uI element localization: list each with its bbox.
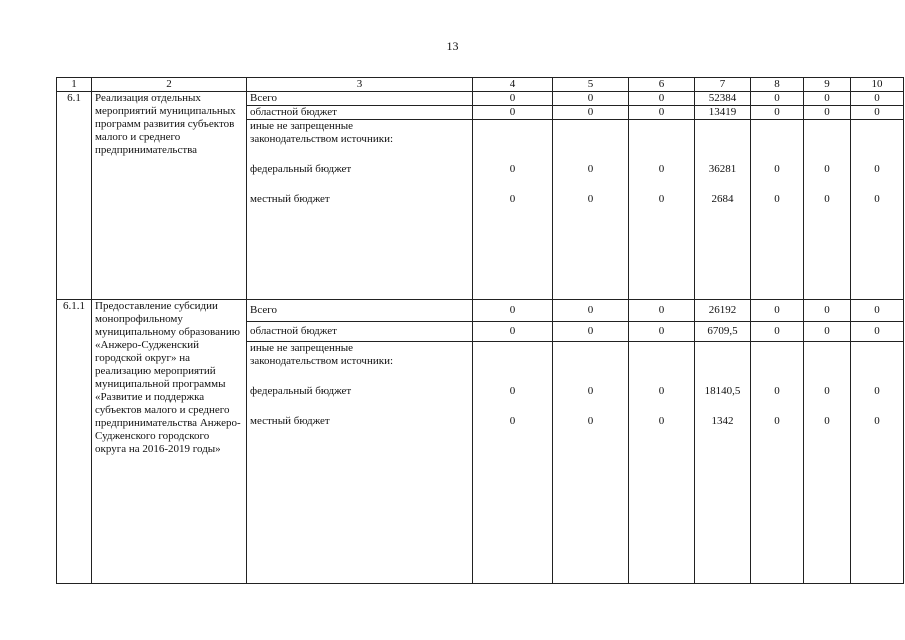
other-sources-cell	[247, 120, 473, 300]
value-cell: 0	[874, 163, 880, 175]
value-cell: 0	[553, 322, 629, 342]
value-stack	[851, 342, 904, 584]
value-cell: 0	[587, 193, 594, 205]
value-stack	[751, 120, 804, 300]
value-cell: 0	[509, 163, 516, 175]
value-cell: 0	[751, 106, 804, 120]
value-cell: 0	[587, 415, 594, 427]
value-stack	[851, 120, 904, 300]
value-cell: 0	[874, 385, 880, 397]
value-cell: 0	[874, 193, 880, 205]
value-cell: 6709,5	[695, 322, 751, 342]
header-cell: 1	[57, 78, 92, 92]
source-label: федеральный бюджет	[250, 385, 352, 397]
value-stack	[695, 342, 751, 584]
other-sources-label: законодательством источники:	[250, 355, 394, 367]
other-sources-label: законодательством источники:	[250, 133, 394, 145]
value-cell: 0	[509, 385, 516, 397]
value-stack	[751, 342, 804, 584]
value-cell: 0	[751, 322, 804, 342]
value-cell: 0	[804, 322, 851, 342]
value-cell: 0	[804, 300, 851, 322]
page-number: 13	[446, 39, 459, 53]
source-label: местный бюджет	[250, 415, 330, 427]
header-cell: 3	[247, 78, 473, 92]
value-cell: 0	[751, 92, 804, 106]
value-cell: 0	[751, 300, 804, 322]
value-cell: 0	[509, 193, 516, 205]
value-cell: 36281	[708, 163, 737, 175]
table-row	[57, 300, 904, 322]
row-name: Предоставление субсидии монопрофильному муниципальному образованию «Анжеро-Судженский городской округ» на реализацию мероприятий муниципальной программы «Развитие и поддержка субъектов малого и среднего предпринимательства Анжеро-Судженского городского округа на 2016-2019 годы»	[92, 300, 247, 584]
value-cell: 0	[824, 193, 830, 205]
source-label: Всего	[247, 92, 473, 106]
value-cell: 0	[473, 92, 553, 106]
value-cell: 0	[473, 106, 553, 120]
source-label: Всего	[247, 300, 473, 322]
value-cell: 2684	[711, 193, 734, 205]
source-label: областной бюджет	[247, 322, 473, 342]
header-cell: 8	[751, 78, 804, 92]
header-cell: 6	[629, 78, 695, 92]
value-cell: 0	[804, 106, 851, 120]
value-stack	[473, 120, 553, 300]
value-cell: 0	[473, 300, 553, 322]
value-cell: 0	[658, 193, 665, 205]
value-cell: 0	[851, 322, 904, 342]
value-cell: 26192	[695, 300, 751, 322]
other-sources-cell	[247, 342, 473, 584]
value-cell: 0	[824, 415, 830, 427]
header-cell: 10	[851, 78, 904, 92]
value-stack	[473, 342, 553, 584]
value-cell: 0	[587, 385, 594, 397]
value-stack	[804, 120, 851, 300]
value-cell: 0	[509, 415, 516, 427]
value-cell: 0	[658, 385, 665, 397]
value-cell: 0	[774, 163, 780, 175]
header-cell: 2	[92, 78, 247, 92]
header-cell: 5	[553, 78, 629, 92]
table-row	[57, 92, 904, 106]
value-stack	[629, 342, 695, 584]
value-stack	[553, 342, 629, 584]
value-cell: 0	[553, 106, 629, 120]
value-cell: 0	[587, 163, 594, 175]
value-cell: 0	[629, 300, 695, 322]
value-cell: 0	[824, 163, 830, 175]
value-cell: 0	[874, 415, 880, 427]
source-label: местный бюджет	[250, 193, 330, 205]
value-cell: 0	[851, 300, 904, 322]
value-stack	[804, 342, 851, 584]
value-cell: 0	[774, 385, 780, 397]
value-stack	[695, 120, 751, 300]
value-cell: 18140,5	[704, 385, 741, 397]
value-cell: 1342	[711, 415, 734, 427]
header-row	[57, 78, 904, 92]
header-cell: 4	[473, 78, 553, 92]
header-cell: 7	[695, 78, 751, 92]
value-stack	[553, 120, 629, 300]
value-cell: 0	[629, 92, 695, 106]
value-cell: 0	[774, 415, 780, 427]
value-cell: 0	[658, 415, 665, 427]
value-cell: 0	[658, 163, 665, 175]
other-sources-label: иные не запрещенные	[250, 120, 354, 132]
row-code: 6.1	[57, 92, 92, 300]
value-cell: 0	[473, 322, 553, 342]
value-cell: 0	[553, 92, 629, 106]
value-cell: 0	[774, 193, 780, 205]
row-name: Реализация отдельных мероприятий муниципальных программ развития субъектов малого и среднего предпринимательства	[92, 92, 247, 300]
source-label: федеральный бюджет	[250, 163, 352, 175]
other-sources-label: иные не запрещенные	[250, 342, 354, 354]
row-code: 6.1.1	[57, 300, 92, 584]
value-cell: 0	[851, 106, 904, 120]
value-cell: 0	[629, 322, 695, 342]
value-cell: 0	[824, 385, 830, 397]
header-cell: 9	[804, 78, 851, 92]
source-label: областной бюджет	[247, 106, 473, 120]
value-cell: 13419	[695, 106, 751, 120]
value-stack	[629, 120, 695, 300]
value-cell: 0	[553, 300, 629, 322]
value-cell: 0	[851, 92, 904, 106]
value-cell: 52384	[695, 92, 751, 106]
budget-table	[56, 77, 904, 584]
value-cell: 0	[629, 106, 695, 120]
value-cell: 0	[804, 92, 851, 106]
